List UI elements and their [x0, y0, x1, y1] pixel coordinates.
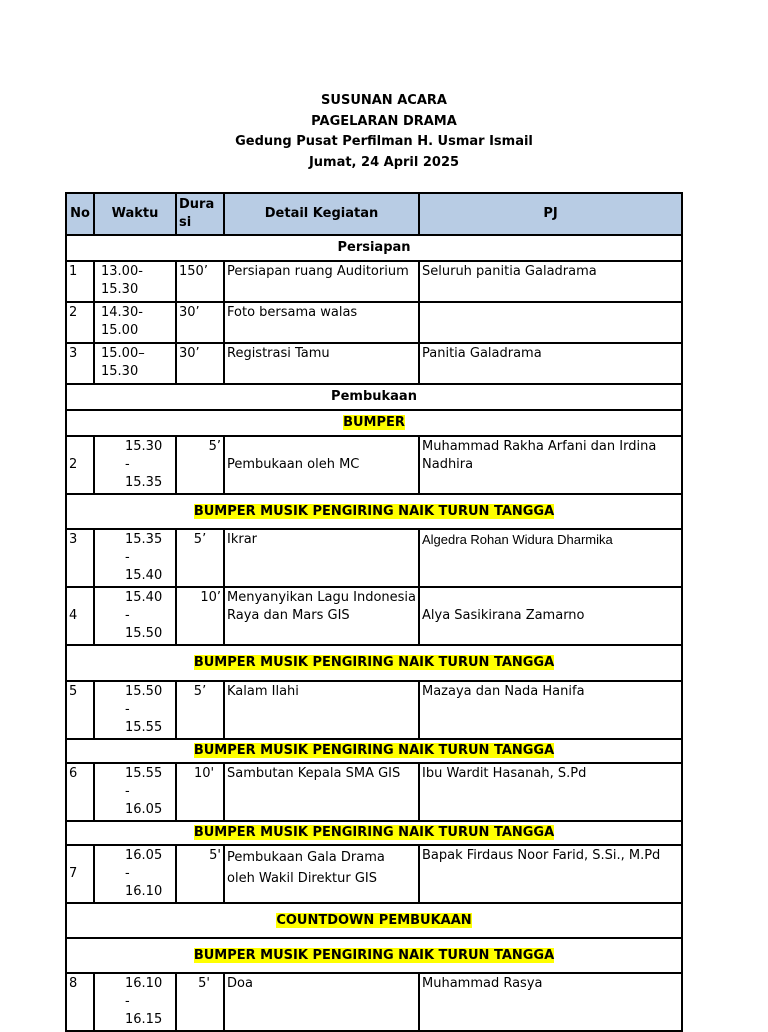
cell-no: 2 [66, 436, 94, 494]
cell-durasi: 10’ [176, 587, 224, 645]
table-row [66, 763, 682, 821]
bumper-label: BUMPER [343, 415, 405, 430]
cell-detail: Sambutan Kepala SMA GIS [224, 763, 419, 821]
cell-durasi: 5' [176, 845, 224, 903]
section-bumper [66, 410, 682, 436]
table-row [66, 973, 682, 1031]
schedule-table [65, 192, 683, 1032]
countdown-row [66, 903, 682, 938]
section-persiapan: Persiapan [66, 235, 682, 261]
section-row [66, 821, 682, 845]
section-row [66, 384, 682, 410]
cell-detail: Kalam Ilahi [224, 681, 419, 739]
cell-detail: Menyanyikan Lagu Indonesia Raya dan Mars GIS [224, 587, 419, 645]
cell-waktu: 15.40 - 15.50 [94, 587, 176, 645]
cell-durasi: 150’ [176, 261, 224, 302]
cell-durasi: 5’ [176, 436, 224, 494]
cell-waktu: 15.30 - 15.35 [94, 436, 176, 494]
cell-no: 7 [66, 845, 94, 903]
section-row [66, 903, 682, 938]
cell-no: 6 [66, 763, 94, 821]
section-row [66, 645, 682, 681]
table-row [66, 261, 682, 302]
col-header-pj: PJ [419, 193, 682, 235]
document-header [0, 91, 768, 173]
title-line-1: SUSUNAN ACARA [321, 93, 447, 108]
section-pembukaan: Pembukaan [66, 384, 682, 410]
bumper-musik-row [66, 938, 682, 973]
bumper-musik-label: BUMPER MUSIK PENGIRING NAIK TURUN TANGGA [193, 655, 555, 670]
cell-no: 5 [66, 681, 94, 739]
section-row [66, 938, 682, 973]
countdown-label: COUNTDOWN PEMBUKAAN [276, 912, 472, 928]
bumper-musik-label: BUMPER MUSIK PENGIRING NAIK TURUN TANGGA [193, 825, 555, 840]
table-row [66, 845, 682, 903]
section-row [66, 494, 682, 529]
bumper-musik-label: BUMPER MUSIK PENGIRING NAIK TURUN TANGGA [193, 503, 555, 519]
cell-pj: Algedra Rohan Widura Dharmika [419, 529, 682, 587]
section-row [66, 410, 682, 436]
table-row [66, 587, 682, 645]
cell-no: 8 [66, 973, 94, 1031]
cell-pj: Ibu Wardit Hasanah, S.Pd [419, 763, 682, 821]
cell-detail: Ikrar [224, 529, 419, 587]
cell-pj: Muhammad Rasya [419, 973, 682, 1031]
cell-no: 4 [66, 587, 94, 645]
cell-waktu: 15.35 - 15.40 [94, 529, 176, 587]
cell-durasi: 5' [176, 973, 224, 1031]
cell-waktu: 15.55 - 16.05 [94, 763, 176, 821]
cell-no: 2 [66, 302, 94, 343]
bumper-musik-row [66, 494, 682, 529]
cell-pj: Alya Sasikirana Zamarno [419, 587, 682, 645]
cell-detail: Foto bersama walas [224, 302, 419, 343]
cell-no: 3 [66, 529, 94, 587]
table-header-row [66, 193, 682, 235]
cell-pj [419, 302, 682, 343]
bumper-musik-label: BUMPER MUSIK PENGIRING NAIK TURUN TANGGA [193, 947, 555, 963]
title-line-2: PAGELARAN DRAMA [311, 113, 457, 129]
bumper-musik-label: BUMPER MUSIK PENGIRING NAIK TURUN TANGGA [193, 743, 555, 758]
section-row [66, 739, 682, 763]
cell-detail: Doa [224, 973, 419, 1031]
cell-no: 3 [66, 343, 94, 384]
cell-pj: Seluruh panitia Galadrama [419, 261, 682, 302]
cell-waktu: 15.00–15.30 [94, 343, 176, 384]
cell-durasi: 30’ [176, 343, 224, 384]
cell-detail: Registrasi Tamu [224, 343, 419, 384]
cell-waktu: 16.10 - 16.15 [94, 973, 176, 1031]
cell-durasi: 30’ [176, 302, 224, 343]
cell-detail: Pembukaan oleh MC [224, 436, 419, 494]
cell-durasi: 5’ [176, 529, 224, 587]
table-row [66, 681, 682, 739]
cell-durasi: 10' [176, 763, 224, 821]
cell-pj: Muhammad Rakha Arfani dan Irdina Nadhira [419, 436, 682, 494]
cell-no: 1 [66, 261, 94, 302]
cell-durasi: 5’ [176, 681, 224, 739]
table-row [66, 436, 682, 494]
title-line-4: Jumat, 24 April 2025 [308, 154, 460, 170]
bumper-musik-row [66, 739, 682, 763]
cell-waktu: 14.30-15.00 [94, 302, 176, 343]
col-header-no: No [66, 193, 94, 235]
cell-detail: Pembukaan Gala Drama oleh Wakil Direktur GIS [224, 845, 419, 903]
table-row [66, 343, 682, 384]
cell-waktu: 16.05 - 16.10 [94, 845, 176, 903]
table-row [66, 529, 682, 587]
title-line-3: Gedung Pusat Perfilman H. Usmar Ismail [235, 134, 533, 149]
section-row [66, 235, 682, 261]
cell-detail: Persiapan ruang Auditorium [224, 261, 419, 302]
bumper-musik-row [66, 645, 682, 681]
col-header-waktu: Waktu [94, 193, 176, 235]
table-row [66, 302, 682, 343]
cell-waktu: 13.00-15.30 [94, 261, 176, 302]
bumper-musik-row [66, 821, 682, 845]
cell-pj: Panitia Galadrama [419, 343, 682, 384]
cell-pj: Bapak Firdaus Noor Farid, S.Si., M.Pd [419, 845, 682, 903]
col-header-detail: Detail Kegiatan [224, 193, 419, 235]
col-header-durasi: Dura si [176, 193, 224, 235]
cell-pj: Mazaya dan Nada Hanifa [419, 681, 682, 739]
cell-waktu: 15.50 - 15.55 [94, 681, 176, 739]
